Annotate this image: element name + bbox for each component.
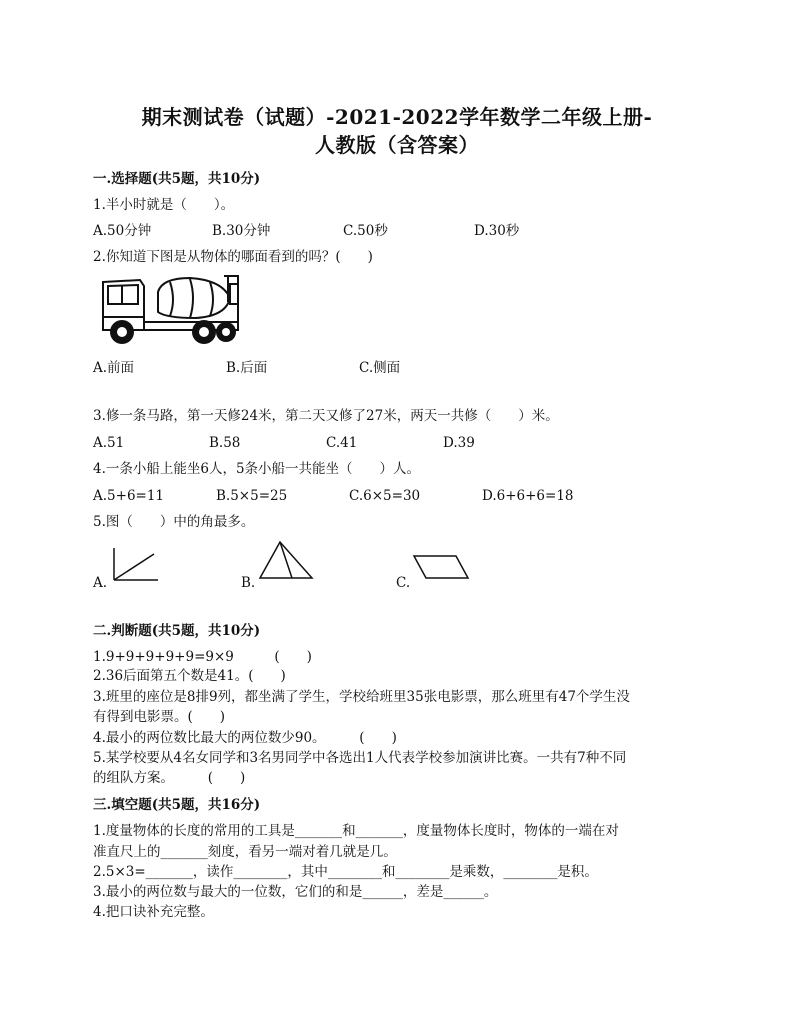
q2-stem: 2.你知道下图是从物体的哪面看到的吗？( ) — [93, 249, 373, 265]
q2-option-a: A.前面 — [93, 360, 135, 376]
judgment-item-5-line1: 5.某学校要从4名女同学和3名男同学中各选出1人代表学校参加演讲比赛。一共有7种不同 — [93, 750, 627, 766]
q3-stem: 3.修一条马路，第一天修24米，第二天又修了27米，两天一共修（ ）米。 — [93, 408, 559, 424]
judgment-item-5-line2: 的组队方案。 ( ) — [93, 770, 246, 786]
angle-figure-a — [112, 546, 160, 582]
section-heading-choice: 一.选择题(共5题，共10分) — [93, 171, 261, 187]
fill-item-1-line1: 1.度量物体的长度的常用的工具是_______和_______，度量物体长度时，物体的一端在对 — [93, 823, 619, 839]
q5-stem: 5.图（ ）中的角最多。 — [93, 514, 255, 530]
q1-stem: 1.半小时就是（ ）。 — [93, 197, 235, 213]
triangle-figure-b — [258, 540, 314, 580]
q3-option-a: A.51 — [93, 435, 125, 451]
judgment-item-3-line1: 3.班里的座位是8排9列，都坐满了学生，学校给班里35张电影票，那么班里有47个学生没 — [93, 689, 630, 705]
exam-title-line2: 人教版（含答案） — [315, 133, 479, 157]
q1-option-b: B.30分钟 — [212, 223, 271, 239]
fill-item-3: 3.最小的两位数与最大的一位数，它们的和是______，差是______。 — [93, 884, 498, 900]
section-heading-judgment: 二.判断题(共5题，共10分) — [93, 623, 261, 639]
q3-option-b: B.58 — [209, 435, 241, 451]
parallelogram-figure-c — [412, 554, 470, 580]
q4-option-a: A.5+6=11 — [93, 488, 165, 504]
exam-title-line1: 期末测试卷（试题）-2021-2022学年数学二年级上册- — [141, 105, 653, 129]
fill-item-4: 4.把口诀补充完整。 — [93, 904, 214, 920]
q2-option-c: C.侧面 — [359, 360, 401, 376]
q1-option-a: A.50分钟 — [93, 223, 152, 239]
fill-item-2: 2.5×3=_______，读作________，其中________和________是乘数，________是积。 — [93, 864, 598, 880]
q5-option-b: B. — [241, 575, 256, 591]
judgment-item-4: 4.最小的两位数比最大的两位数少90。 ( ) — [93, 730, 397, 746]
judgment-item-2: 2.36后面第五个数是41。( ) — [93, 668, 286, 684]
cement-mixer-truck-image — [100, 272, 242, 346]
section-heading-fill-blank: 三.填空题(共5题，共16分) — [93, 797, 261, 813]
judgment-item-3-line2: 有得到电影票。( ) — [93, 709, 226, 725]
q1-option-c: C.50秒 — [343, 223, 388, 239]
q3-option-d: D.39 — [443, 435, 475, 451]
q2-option-b: B.后面 — [226, 360, 268, 376]
q1-option-d: D.30秒 — [474, 223, 520, 239]
fill-item-1-line2: 准直尺上的_______刻度，看另一端对着几就是几。 — [93, 844, 397, 860]
q4-option-d: D.6+6+6=18 — [482, 488, 574, 504]
q5-option-c: C. — [396, 575, 411, 591]
q4-option-b: B.5×5=25 — [216, 488, 288, 504]
q3-option-c: C.41 — [326, 435, 358, 451]
q4-option-c: C.6×5=30 — [349, 488, 421, 504]
q4-stem: 4.一条小船上能坐6人，5条小船一共能坐（ ）人。 — [93, 461, 421, 477]
q5-option-a: A. — [93, 575, 108, 591]
judgment-item-1: 1.9+9+9+9+9=9×9 ( ) — [93, 649, 312, 665]
